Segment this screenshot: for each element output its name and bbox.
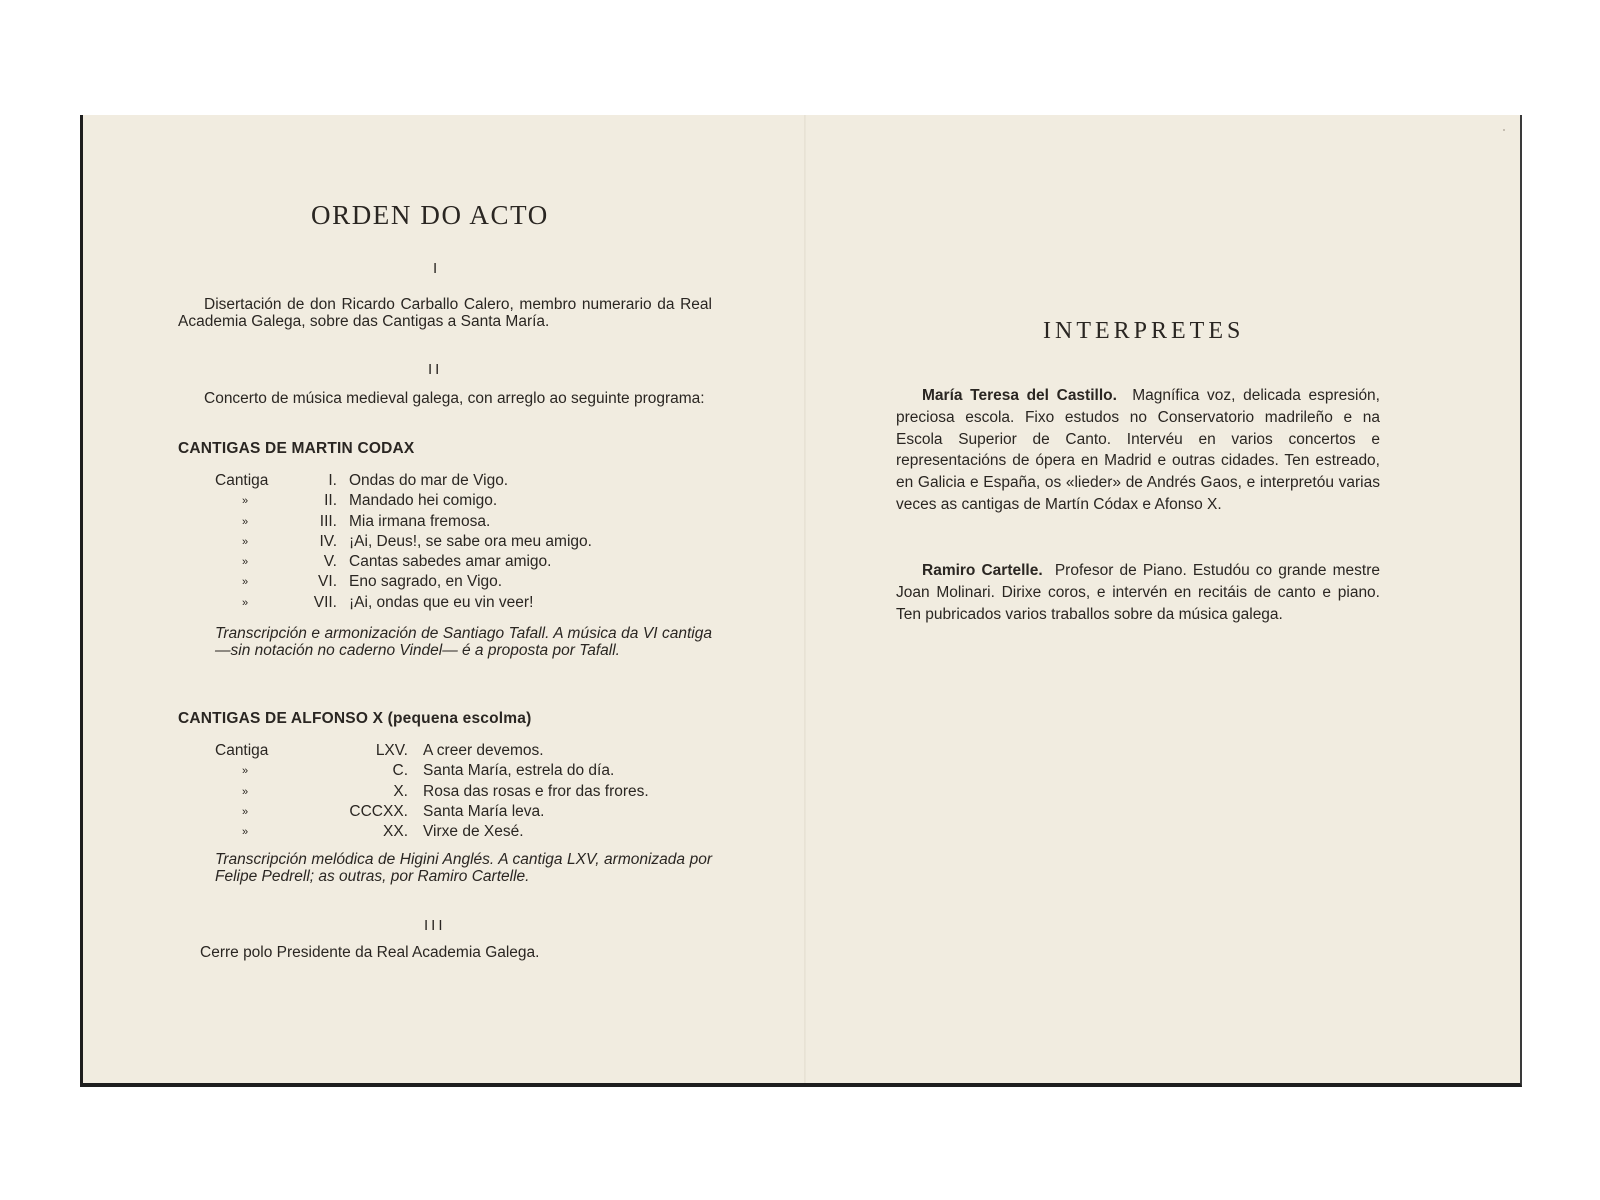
list-item <box>215 532 695 552</box>
interpreter-name: María Teresa del Castillo. <box>922 387 1117 404</box>
cantiga-title: Mandado hei comigo. <box>349 492 498 510</box>
cantiga-title: A creer devemos. <box>423 742 544 759</box>
section-numeral-2: II <box>428 361 443 378</box>
cantiga-title: Virxe de Xesé. <box>423 823 524 841</box>
cantiga-title: Cantas sabedes amar amigo. <box>349 553 552 571</box>
cantiga-title: Eno sagrado, en Vigo. <box>349 573 503 591</box>
cantiga-number: II. <box>324 492 337 510</box>
list-item <box>215 802 695 822</box>
codax-heading: CANTIGAS DE MARTIN CODAX <box>178 440 415 457</box>
cantiga-label: Cantiga <box>215 472 269 489</box>
cantiga-title: Mia irmana fremosa. <box>349 512 491 530</box>
cantiga-title: Santa María leva. <box>423 802 545 820</box>
page-title-interpretes: INTERPRETES <box>1043 318 1245 344</box>
right-page <box>805 115 1523 1083</box>
interpreter-name: Ramiro Cartelle. <box>922 562 1043 579</box>
interpreter-description: Magnífica voz, delicada espresión, preciosa escola. Fixo estudos no Conservatorio madrileño e na Escola Superior de Canto. Intervéu en varios concertos e representacións de ópera en Madrid e outras cidades. Ten estreado, en Galicia e España, os «lieder» de Andrés Gaos, e interpretóu varias veces as cantigas de Martín Códax e Afonso X. <box>896 387 1380 513</box>
ditto-mark: » <box>242 495 249 508</box>
interpreter-bio-cartelle <box>896 560 1380 625</box>
cantiga-number: LXV. <box>375 742 408 759</box>
cantiga-title: ¡Ai, Deus!, se sabe ora meu amigo. <box>349 532 592 550</box>
concerto-paragraph: Concerto de música medieval galega, con arreglo ao seguinte programa: <box>204 390 705 407</box>
cantiga-title: Santa María, estrela do día. <box>423 762 615 780</box>
list-item <box>215 552 695 572</box>
paper-speck <box>1503 129 1505 131</box>
cantiga-number: X. <box>393 782 408 800</box>
page-title-orden: ORDEN DO ACTO <box>311 200 549 230</box>
ditto-mark: » <box>242 515 249 528</box>
cantiga-number: VI. <box>318 573 337 591</box>
list-item <box>215 471 695 491</box>
alfonso-heading: CANTIGAS DE ALFONSO X (pequena escolma) <box>178 710 532 727</box>
list-item <box>215 761 695 781</box>
ditto-mark: » <box>242 785 249 798</box>
ditto-mark: » <box>242 535 249 548</box>
codax-transcription-note: Transcripción e armonización de Santiago Tafall. A música da VI cantiga —sin notación no caderno Vindel— é a proposta por Tafall. <box>215 625 712 659</box>
list-item <box>215 512 695 532</box>
section-numeral-1: I <box>433 260 441 277</box>
list-item <box>215 593 695 613</box>
list-item <box>215 572 695 592</box>
ditto-mark: » <box>242 576 249 589</box>
ditto-mark: » <box>242 765 249 778</box>
list-item <box>215 782 695 802</box>
ditto-mark: » <box>242 556 249 569</box>
cantiga-number: III. <box>319 512 337 530</box>
cantiga-number: V. <box>323 553 337 571</box>
cantiga-number: XX. <box>383 823 408 841</box>
disertacion-paragraph: Disertación de don Ricardo Carballo Calero, membro numerario da Real Academia Galega, sobre das Cantigas a Santa María. <box>178 296 712 330</box>
ditto-mark: » <box>242 596 249 609</box>
left-page <box>83 115 803 1083</box>
codax-list <box>215 471 695 613</box>
list-item <box>215 822 695 842</box>
cantiga-title: ¡Ai, ondas que eu vin veer! <box>349 593 534 611</box>
ditto-mark: » <box>242 805 249 818</box>
cantiga-title: Rosa das rosas e fror das frores. <box>423 782 649 800</box>
interpreter-bio-castillo <box>896 385 1380 516</box>
alfonso-transcription-note: Transcripción melódica de Higini Anglés. A cantiga LXV, armonizada por Felipe Pedrell; as outras, por Ramiro Cartelle. <box>215 851 712 885</box>
cantiga-number: VII. <box>313 593 337 611</box>
alfonso-list <box>215 741 695 842</box>
cantiga-number: CCCXX. <box>349 802 408 820</box>
cantiga-number: I. <box>328 472 337 489</box>
ditto-mark: » <box>242 826 249 839</box>
list-item <box>215 741 695 761</box>
booklet-spread <box>80 115 1522 1087</box>
cantiga-label: Cantiga <box>215 742 269 759</box>
cantiga-number: IV. <box>319 532 337 550</box>
cantiga-title: Ondas do mar de Vigo. <box>349 472 509 489</box>
interpreter-description: Profesor de Piano. Estudóu co grande mestre Joan Molinari. Dirixe coros, e intervén en recitáis de canto e piano. Ten pubricados varios traballos sobre da música galega. <box>896 562 1380 623</box>
closing-line: Cerre polo Presidente da Real Academia Galega. <box>200 944 540 961</box>
section-numeral-3: III <box>424 917 446 934</box>
list-item <box>215 491 695 511</box>
cantiga-number: C. <box>392 762 408 780</box>
